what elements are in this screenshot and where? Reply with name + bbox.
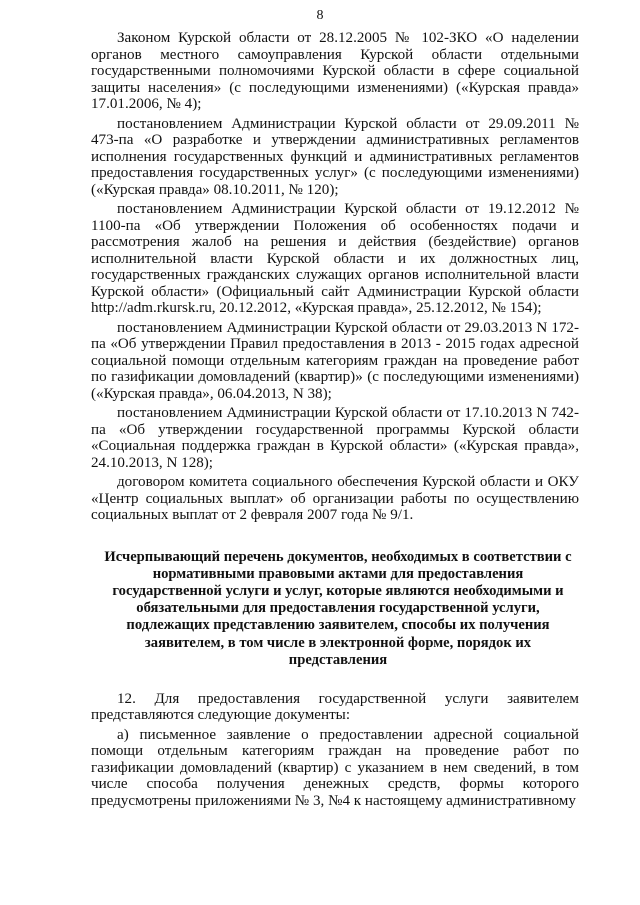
section-heading: Исчерпывающий перечень документов, необходимых в соответствии с нормативными правовыми актами для предоставления государственной услуги и услуг, которые являются необходимыми и обязательными для предоставления государственной услуги, подлежащих представлению заявителем, способы их получения заявителем, в том числе в электронной форме, порядок их представления (104, 548, 572, 668)
paragraph-item-12: 12. Для предоставления государственной услуги заявителем представляются следующие документы: (91, 690, 579, 724)
paragraph-resolution-1100-pa: постановлением Администрации Курской области от 19.12.2012 № 1100-па «Об утверждении Положения об особенностях подачи и рассмотрения жалоб на решения и действия (бездействие) органов исполнительной власти Курской области и их должностных лиц, государственных гражданских служащих органов исполнительной власти Курской области» (Официальный сайт Администрации Курской области http://adm.rkursk.ru, 20.12.2012, «Курская правда», 25.12.2012, № 154); (91, 201, 579, 316)
document-body (91, 30, 579, 809)
paragraph-resolution-172-pa: постановлением Администрации Курской области от 29.03.2013 N 172-па «Об утверждении Правил предоставления в 2013 - 2015 годах адресной социальной помощи отдельным категориям граждан на проведение работ по газификации домовладений (квартир)» (с последующими изменениями) («Курская правда», 06.04.2013, N 38); (91, 319, 579, 402)
paragraph-item-12a: а) письменное заявление о предоставлении адресной социальной помощи отдельным категориям граждан на проведение работ по газификации домовладений (квартир) с указанием в нем сведений, в том числе способа получения денежных средств, формы которого предусмотрены приложениями № 3, №4 к настоящему административному (91, 726, 579, 809)
paragraph-resolution-473-pa: постановлением Администрации Курской области от 29.09.2011 № 473-па «О разработке и утверждении административных регламентов исполнения государственных функций и административных регламентов предоставления государственных услуг» (с последующими изменениями) («Курская правда» 08.10.2011, № 120); (91, 115, 579, 198)
paragraph-resolution-742-pa: постановлением Администрации Курской области от 17.10.2013 N 742-па «Об утверждении государственной программы Курской области «Социальная поддержка граждан в Курской области» («Курская правда», 24.10.2013, N 128); (91, 405, 579, 471)
paragraph-agreement-9-1: договором комитета социального обеспечения Курской области и ОКУ «Центр социальных выплат» об организации работы по осуществлению социальных выплат от 2 февраля 2007 года № 9/1. (91, 474, 579, 523)
paragraph-law-102-zko: Законом Курской области от 28.12.2005 № 102-ЗКО «О наделении органов местного самоуправления Курской области отдельными государственными полномочиями Курской области в сфере социальной защиты населения» (с последующими изменениями) («Курская правда» 17.01.2006, № 4); (91, 30, 579, 112)
page-number: 8 (316, 8, 324, 23)
